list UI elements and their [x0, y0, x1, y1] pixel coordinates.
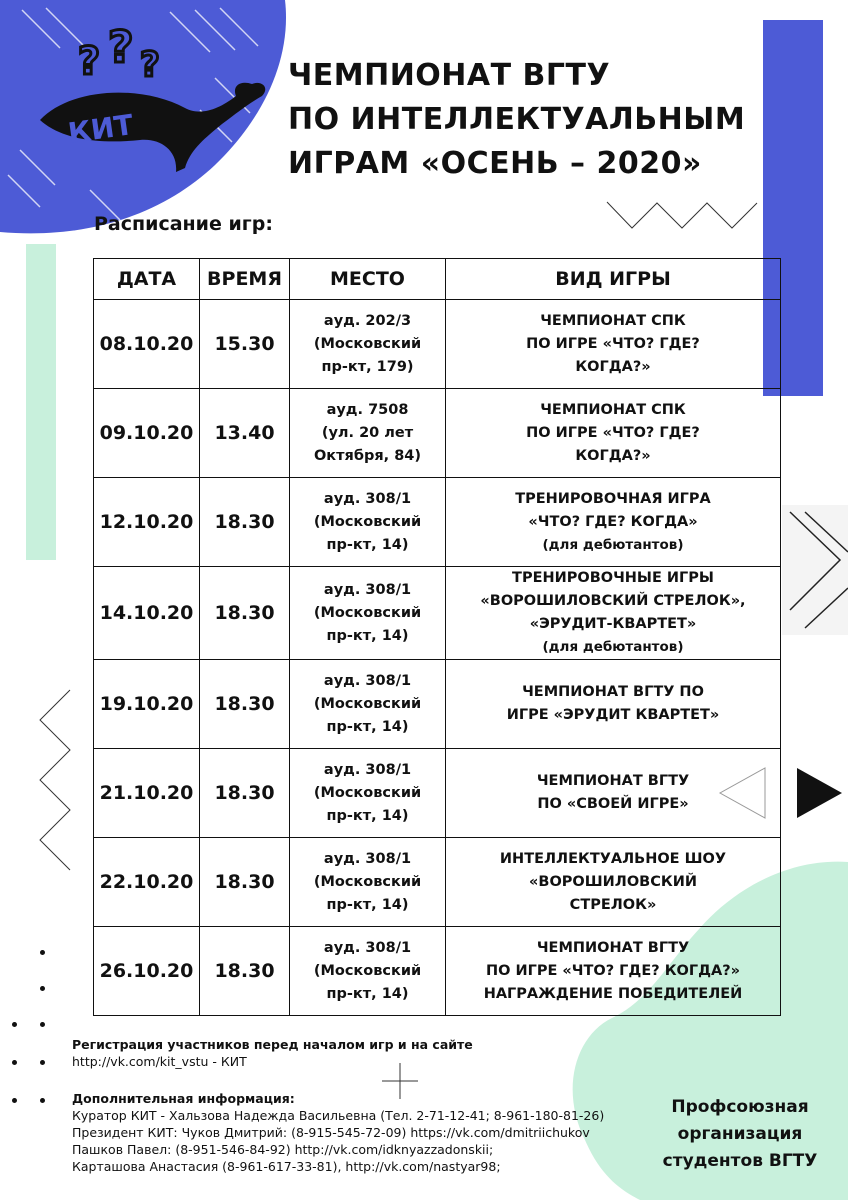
- table-row: [94, 660, 781, 749]
- cell-game: [446, 838, 781, 927]
- game-line: ТРЕНИРОВОЧНЫЕ ИГРЫ: [512, 570, 714, 586]
- hatched-square: [782, 505, 848, 635]
- info-heading: Дополнительная информация:: [72, 1091, 295, 1106]
- svg-text:?: ?: [108, 22, 134, 73]
- place-line: пр-кт, 14): [326, 807, 409, 824]
- cell-date: 12.10.20: [94, 478, 200, 567]
- game-line: ЧЕМПИОНАТ ВГТУ: [536, 939, 690, 956]
- game-line: КОГДА?»: [575, 358, 651, 375]
- game-line: (для дебютантов): [542, 536, 684, 553]
- cell-time: 13.40: [200, 389, 290, 478]
- cell-date: 08.10.20: [94, 300, 200, 389]
- game-line: НАГРАЖДЕНИЕ ПОБЕДИТЕЛЕЙ: [483, 985, 743, 1002]
- title-line: ИГРАМ «ОСЕНЬ – 2020»: [288, 146, 702, 181]
- contact-line: Президент КИТ: Чуков Дмитрий: (8-915-545-72-09) https://vk.com/dmitriichukov: [72, 1125, 590, 1140]
- schedule-heading: Расписание игр:: [94, 213, 273, 235]
- place-line: пр-кт, 14): [326, 896, 409, 913]
- game-line: ЧЕМПИОНАТ ВГТУ ПО: [522, 684, 704, 700]
- cell-place: [290, 567, 446, 660]
- place-line: (Московский: [313, 513, 422, 530]
- bullet-dot: [40, 1060, 45, 1065]
- place-line: (Московский: [313, 695, 422, 712]
- organization-name: [640, 1094, 840, 1175]
- place-line: (ул. 20 лет: [321, 424, 414, 441]
- game-line: «ЭРУДИТ-КВАРТЕТ»: [529, 616, 697, 632]
- cell-place: [290, 300, 446, 389]
- game-line: ПО ИГРЕ «ЧТО? ГДЕ?: [526, 424, 700, 441]
- cell-date: 21.10.20: [94, 749, 200, 838]
- cell-place: [290, 749, 446, 838]
- contact-line: Карташова Анастасия (8-961-617-33-81), http://vk.com/nastyar98;: [72, 1159, 501, 1174]
- place-line: ауд. 7508: [326, 401, 409, 418]
- game-line: ЧЕМПИОНАТ ВГТУ: [536, 773, 690, 789]
- table-row: [94, 749, 781, 838]
- place-line: пр-кт, 14): [326, 536, 409, 553]
- game-line: ПО «СВОЕЙ ИГРЕ»: [537, 796, 689, 812]
- place-line: ауд. 308/1: [323, 939, 412, 956]
- game-line: «ВОРОШИЛОВСКИЙ СТРЕЛОК»,: [480, 593, 746, 609]
- org-line: Профсоюзная: [671, 1097, 809, 1117]
- game-line: ПО ИГРЕ «ЧТО? ГДЕ?: [526, 335, 700, 352]
- cell-game: [446, 660, 781, 749]
- svg-text:?: ?: [78, 39, 101, 83]
- bullet-dot: [40, 1098, 45, 1103]
- game-line: «ЧТО? ГДЕ? КОГДА»: [528, 513, 698, 530]
- cell-time: 18.30: [200, 749, 290, 838]
- cell-time: 18.30: [200, 567, 290, 660]
- info-block: [72, 1090, 604, 1175]
- cell-time: 18.30: [200, 838, 290, 927]
- game-line: ТРЕНИРОВОЧНАЯ ИГРА: [515, 490, 711, 507]
- cell-game: [446, 478, 781, 567]
- game-line: СТРЕЛОК»: [569, 896, 657, 913]
- cell-place: [290, 478, 446, 567]
- title-line: ПО ИНТЕЛЛЕКТУАЛЬНЫМ: [288, 102, 746, 137]
- place-line: пр-кт, 14): [326, 985, 409, 1002]
- cell-date: 26.10.20: [94, 927, 200, 1016]
- place-line: (Московский: [313, 784, 422, 801]
- table-row: [94, 567, 781, 660]
- game-line: ИГРЕ «ЭРУДИТ КВАРТЕТ»: [506, 707, 720, 723]
- place-line: ауд. 308/1: [323, 672, 412, 689]
- contact-line: Куратор КИТ - Хальзова Надежда Васильевна (Тел. 2-71-12-41; 8-961-180-81-26): [72, 1108, 605, 1123]
- svg-text:?: ?: [140, 45, 160, 85]
- org-line: студентов ВГТУ: [662, 1151, 818, 1171]
- place-line: Октября, 84): [313, 447, 422, 464]
- game-line: ПО ИГРЕ «ЧТО? ГДЕ? КОГДА?»: [485, 962, 741, 979]
- game-line: (для дебютантов): [542, 639, 684, 655]
- table-row: [94, 838, 781, 927]
- cell-place: [290, 389, 446, 478]
- title-line: ЧЕМПИОНАТ ВГТУ: [288, 58, 611, 93]
- game-line: «ВОРОШИЛОВСКИЙ: [529, 873, 697, 890]
- contact-line: Пашков Павел: (8-951-546-84-92) http://vk.com/idknyazzadonskii;: [72, 1142, 494, 1157]
- col-header-place: МЕСТО: [290, 259, 446, 300]
- table-row: [94, 927, 781, 1016]
- bullet-dot: [12, 1098, 17, 1103]
- org-line: организация: [677, 1124, 803, 1144]
- cell-date: 19.10.20: [94, 660, 200, 749]
- zigzag-line-left: [40, 690, 70, 870]
- place-line: ауд. 308/1: [323, 490, 412, 507]
- table-header-row: [94, 259, 781, 300]
- cell-place: [290, 660, 446, 749]
- bullet-dot: [40, 986, 45, 991]
- cell-time: 18.30: [200, 660, 290, 749]
- game-line: КОГДА?»: [575, 447, 651, 464]
- game-line: ИНТЕЛЛЕКТУАЛЬНОЕ ШОУ: [499, 850, 727, 867]
- place-line: ауд. 308/1: [323, 850, 412, 867]
- table-row: [94, 478, 781, 567]
- place-line: ауд. 202/3: [323, 312, 412, 329]
- game-line: ЧЕМПИОНАТ СПК: [540, 401, 686, 418]
- registration-heading: Регистрация участников перед началом игр и на сайте: [72, 1037, 473, 1052]
- table-row: [94, 300, 781, 389]
- place-line: (Московский: [313, 962, 422, 979]
- place-line: (Московский: [313, 335, 422, 352]
- cell-date: 14.10.20: [94, 567, 200, 660]
- bullet-dot: [12, 1022, 17, 1027]
- schedule-table: [93, 258, 781, 1016]
- cell-date: 09.10.20: [94, 389, 200, 478]
- cell-place: [290, 838, 446, 927]
- mint-vertical-bar: [26, 244, 56, 560]
- place-line: пр-кт, 14): [326, 718, 409, 735]
- place-line: пр-кт, 179): [321, 358, 414, 375]
- col-header-game: ВИД ИГРЫ: [446, 259, 781, 300]
- bullet-dot: [12, 1060, 17, 1065]
- place-line: пр-кт, 14): [326, 627, 409, 644]
- cell-time: 18.30: [200, 927, 290, 1016]
- bullet-dot: [40, 950, 45, 955]
- place-line: ауд. 308/1: [323, 761, 412, 778]
- cell-place: [290, 927, 446, 1016]
- cell-date: 22.10.20: [94, 838, 200, 927]
- logo-text: КИТ: [65, 108, 136, 150]
- cell-game: [446, 567, 781, 660]
- page-title: [288, 54, 808, 186]
- cell-game: [446, 749, 781, 838]
- registration-block: [72, 1036, 473, 1070]
- cell-game: [446, 927, 781, 1016]
- game-line: ЧЕМПИОНАТ СПК: [540, 312, 686, 329]
- zigzag-line: [607, 202, 757, 228]
- registration-link[interactable]: http://vk.com/kit_vstu - КИТ: [72, 1054, 247, 1069]
- place-line: ауд. 308/1: [323, 581, 412, 598]
- play-triangle-icon: [797, 768, 842, 818]
- cell-time: 15.30: [200, 300, 290, 389]
- cell-game: [446, 389, 781, 478]
- table-row: [94, 389, 781, 478]
- place-line: (Московский: [313, 873, 422, 890]
- place-line: (Московский: [313, 604, 422, 621]
- col-header-date: ДАТА: [94, 259, 200, 300]
- cell-time: 18.30: [200, 478, 290, 567]
- col-header-time: ВРЕМЯ: [200, 259, 290, 300]
- bullet-dot: [40, 1022, 45, 1027]
- cell-game: [446, 300, 781, 389]
